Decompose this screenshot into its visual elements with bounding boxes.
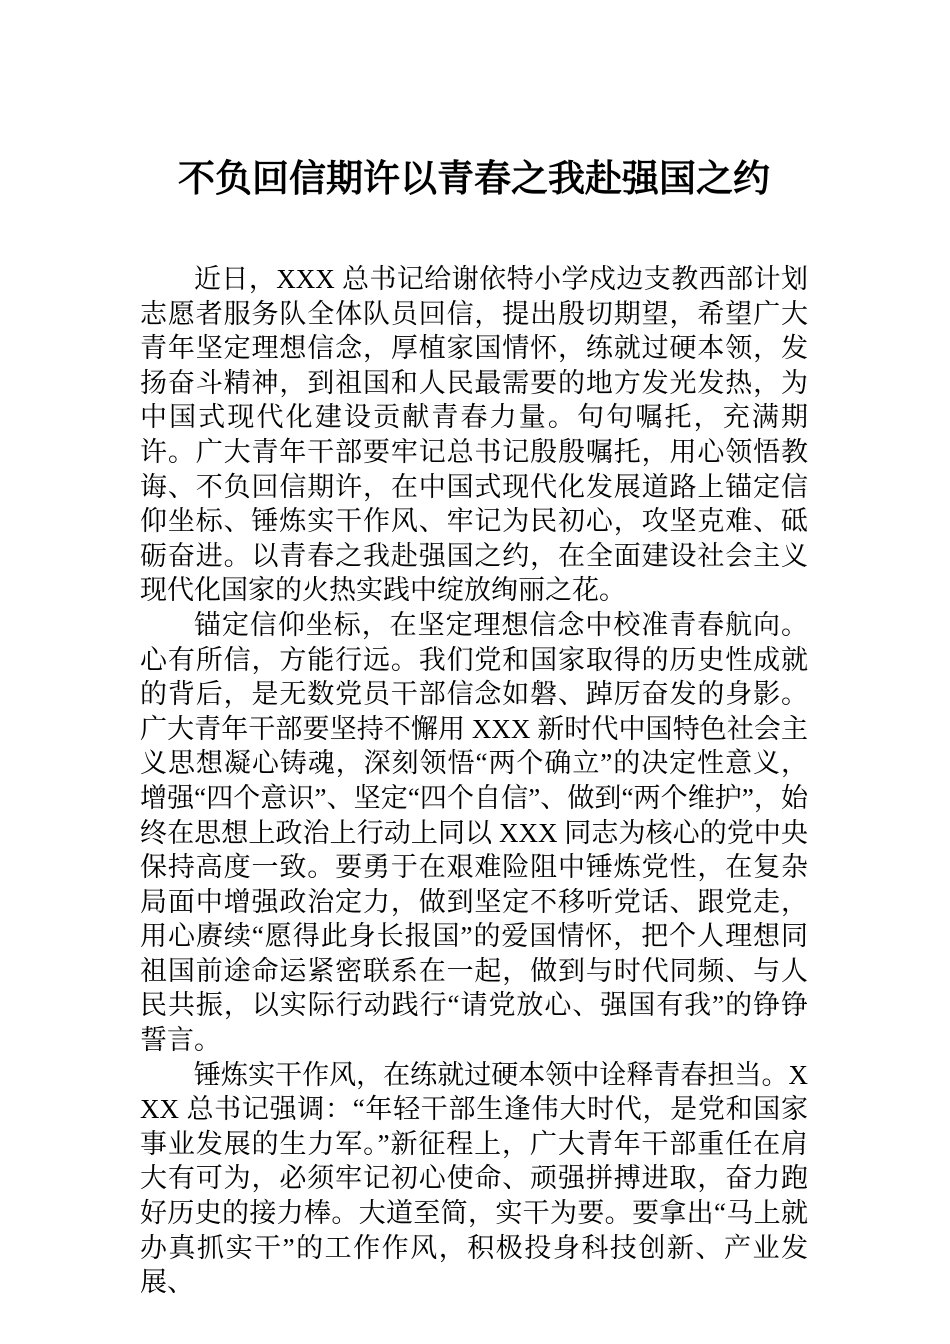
paragraph-1: 近日，XXX 总书记给谢依特小学戍边支教西部计划志愿者服务队全体队员回信，提出殷切期望，希望广大青年坚定理想信念，厚植家国情怀，练就过硬本领，发扬奋斗精神，到祖国和人民最需要的地方发光发热，为中国式现代化建设贡献青春力量。句句嘱托，充满期许。广大青年干部要牢记总书记殷殷嘱托，用心领悟教诲、不负回信期许，在中国式现代化发展道路上锚定信仰坐标、锤炼实干作风、牢记为民初心，攻坚克难、砥砺奋进。以青春之我赴强国之约，在全面建设社会主义现代化国家的火热实践中绽放绚丽之花。: [140, 264, 808, 606]
paragraph-3: 锤炼实干作风，在练就过硬本领中诠释青春担当。XXX 总书记强调：“年轻干部生逢伟大时代，是党和国家事业发展的生力军。”新征程上，广大青年干部重任在肩大有可为，必须牢记初心使命、顽强拼搏进取，奋力跑好历史的接力棒。大道至简，实干为要。要拿出“马上就办真抓实干”的工作作风，积极投身科技创新、产业发展、: [140, 1059, 808, 1298]
document-body: [140, 262, 808, 1300]
page-title: 不负回信期许以青春之我赴强国之约: [178, 158, 770, 199]
paragraph-2: 锚定信仰坐标，在坚定理想信念中校准青春航向。心有所信，方能行远。我们党和国家取得的历史性成就的背后，是无数党员干部信念如磐、踔厉奋发的身影。广大青年干部要坚持不懈用 XXX 新时代中国特色社会主义思想凝心铸魂，深刻领悟“两个确立”的决定性意义，增强“四个意识”、坚定“四个自信”、做到“两个维护”，始终在思想上政治上行动上同以 XXX 同志为核心的党中央保持高度一致。要勇于在艰难险阻中锤炼党性，在复杂局面中增强政治定力，做到坚定不移听党话、跟党走，用心赓续“愿得此身长报国”的爱国情怀，把个人理想同祖国前途命运紧密联系在一起，做到与时代同频、与人民共振，以实际行动践行“请党放心、强国有我”的铮铮誓言。: [140, 609, 808, 1056]
